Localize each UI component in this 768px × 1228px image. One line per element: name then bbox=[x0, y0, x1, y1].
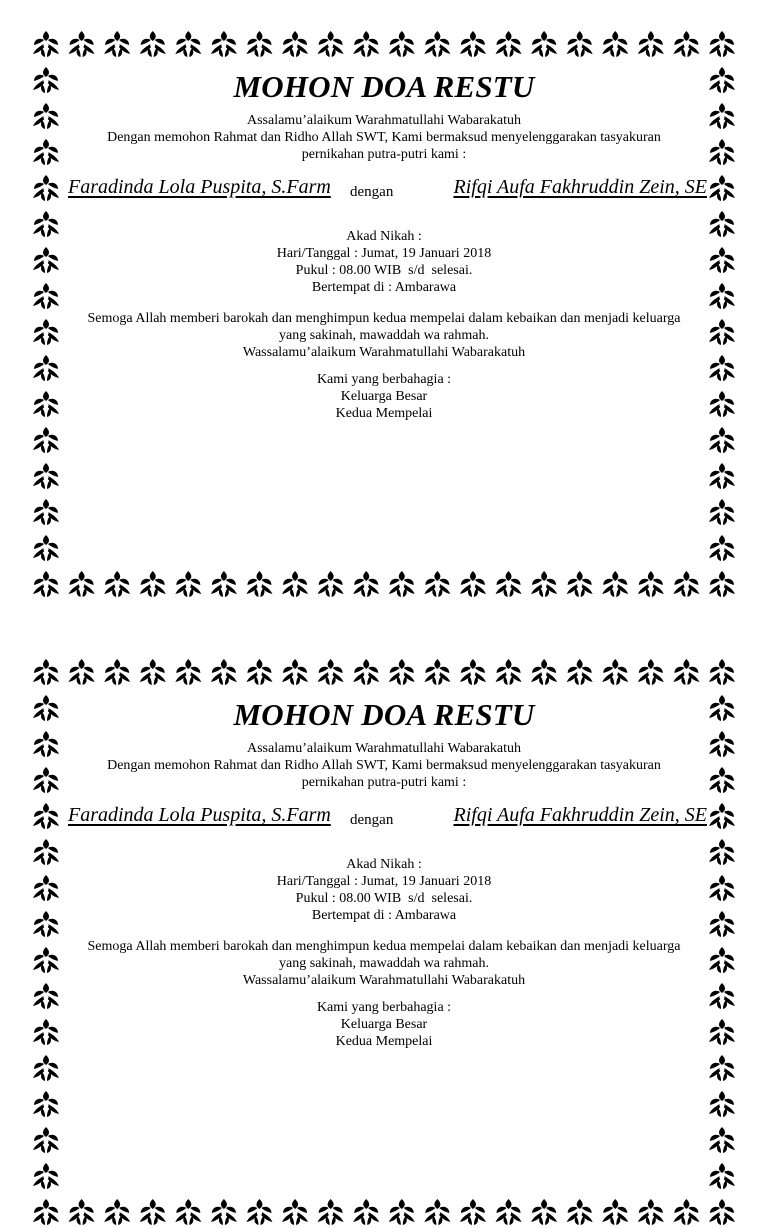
akad-label: Akad Nikah : bbox=[346, 229, 422, 244]
couple-names bbox=[30, 174, 738, 204]
signoff bbox=[30, 999, 738, 1050]
signoff-couple: Kedua Mempelai bbox=[335, 406, 433, 421]
intro-line: Dengan memohon Rahmat dan Ridho Allah SWT, Kami bermaksud menyelenggarakan tasyakuran bbox=[107, 130, 661, 145]
event-date: Hari/Tanggal : Jumat, 19 Januari 2018 bbox=[276, 874, 492, 889]
greeting: Assalamu’alaikum Warahmatullahi Wabarakatuh bbox=[246, 741, 522, 756]
event-place: Bertempat di : Ambarawa bbox=[311, 280, 457, 295]
event-time: Pukul : 08.00 WIB s/d selesai. bbox=[295, 891, 473, 906]
intro-text bbox=[70, 112, 698, 163]
invitation-title: MOHON DOA RESTU bbox=[233, 697, 535, 732]
signoff-couple: Kedua Mempelai bbox=[335, 1034, 433, 1049]
groom-name: Rifqi Aufa Fakhruddin Zein, SE bbox=[453, 176, 707, 198]
signoff-family: Keluarga Besar bbox=[340, 1017, 428, 1032]
invitation-title: MOHON DOA RESTU bbox=[233, 69, 535, 104]
bride-name: Faradinda Lola Puspita, S.Farm bbox=[68, 176, 331, 198]
prayer-text bbox=[30, 310, 738, 361]
invitation-card bbox=[30, 28, 738, 600]
intro-line: Dengan memohon Rahmat dan Ridho Allah SWT, Kami bermaksud menyelenggarakan tasyakuran bbox=[107, 758, 661, 773]
intro-text bbox=[70, 740, 698, 791]
signoff bbox=[30, 371, 738, 422]
event-place: Bertempat di : Ambarawa bbox=[311, 908, 457, 923]
event-time: Pukul : 08.00 WIB s/d selesai. bbox=[295, 263, 473, 278]
signoff-family: Keluarga Besar bbox=[340, 389, 428, 404]
prayer-text bbox=[30, 938, 738, 989]
prayer-line: yang sakinah, mawaddah wa rahmah. bbox=[279, 328, 489, 343]
conjunction: dengan bbox=[350, 184, 394, 200]
event-date: Hari/Tanggal : Jumat, 19 Januari 2018 bbox=[276, 246, 492, 261]
groom-name: Rifqi Aufa Fakhruddin Zein, SE bbox=[453, 804, 707, 826]
akad-label: Akad Nikah : bbox=[346, 857, 422, 872]
invitation-card bbox=[30, 656, 738, 1228]
closing-greeting: Wassalamu’alaikum Warahmatullahi Wabarakatuh bbox=[242, 973, 526, 988]
prayer-line: Semoga Allah memberi barokah dan menghimpun kedua mempelai dalam kebaikan dan menjadi keluarga bbox=[87, 939, 681, 954]
event-details bbox=[30, 856, 738, 924]
signoff-label: Kami yang berbahagia : bbox=[316, 1000, 452, 1015]
signoff-label: Kami yang berbahagia : bbox=[316, 372, 452, 387]
prayer-line: yang sakinah, mawaddah wa rahmah. bbox=[279, 956, 489, 971]
intro-line: pernikahan putra-putri kami : bbox=[301, 775, 467, 790]
couple-names bbox=[30, 802, 738, 832]
event-details bbox=[30, 228, 738, 296]
conjunction: dengan bbox=[350, 812, 394, 828]
intro-line: pernikahan putra-putri kami : bbox=[301, 147, 467, 162]
closing-greeting: Wassalamu’alaikum Warahmatullahi Wabarakatuh bbox=[242, 345, 526, 360]
prayer-line: Semoga Allah memberi barokah dan menghimpun kedua mempelai dalam kebaikan dan menjadi keluarga bbox=[87, 311, 681, 326]
greeting: Assalamu’alaikum Warahmatullahi Wabarakatuh bbox=[246, 113, 522, 128]
bride-name: Faradinda Lola Puspita, S.Farm bbox=[68, 804, 331, 826]
